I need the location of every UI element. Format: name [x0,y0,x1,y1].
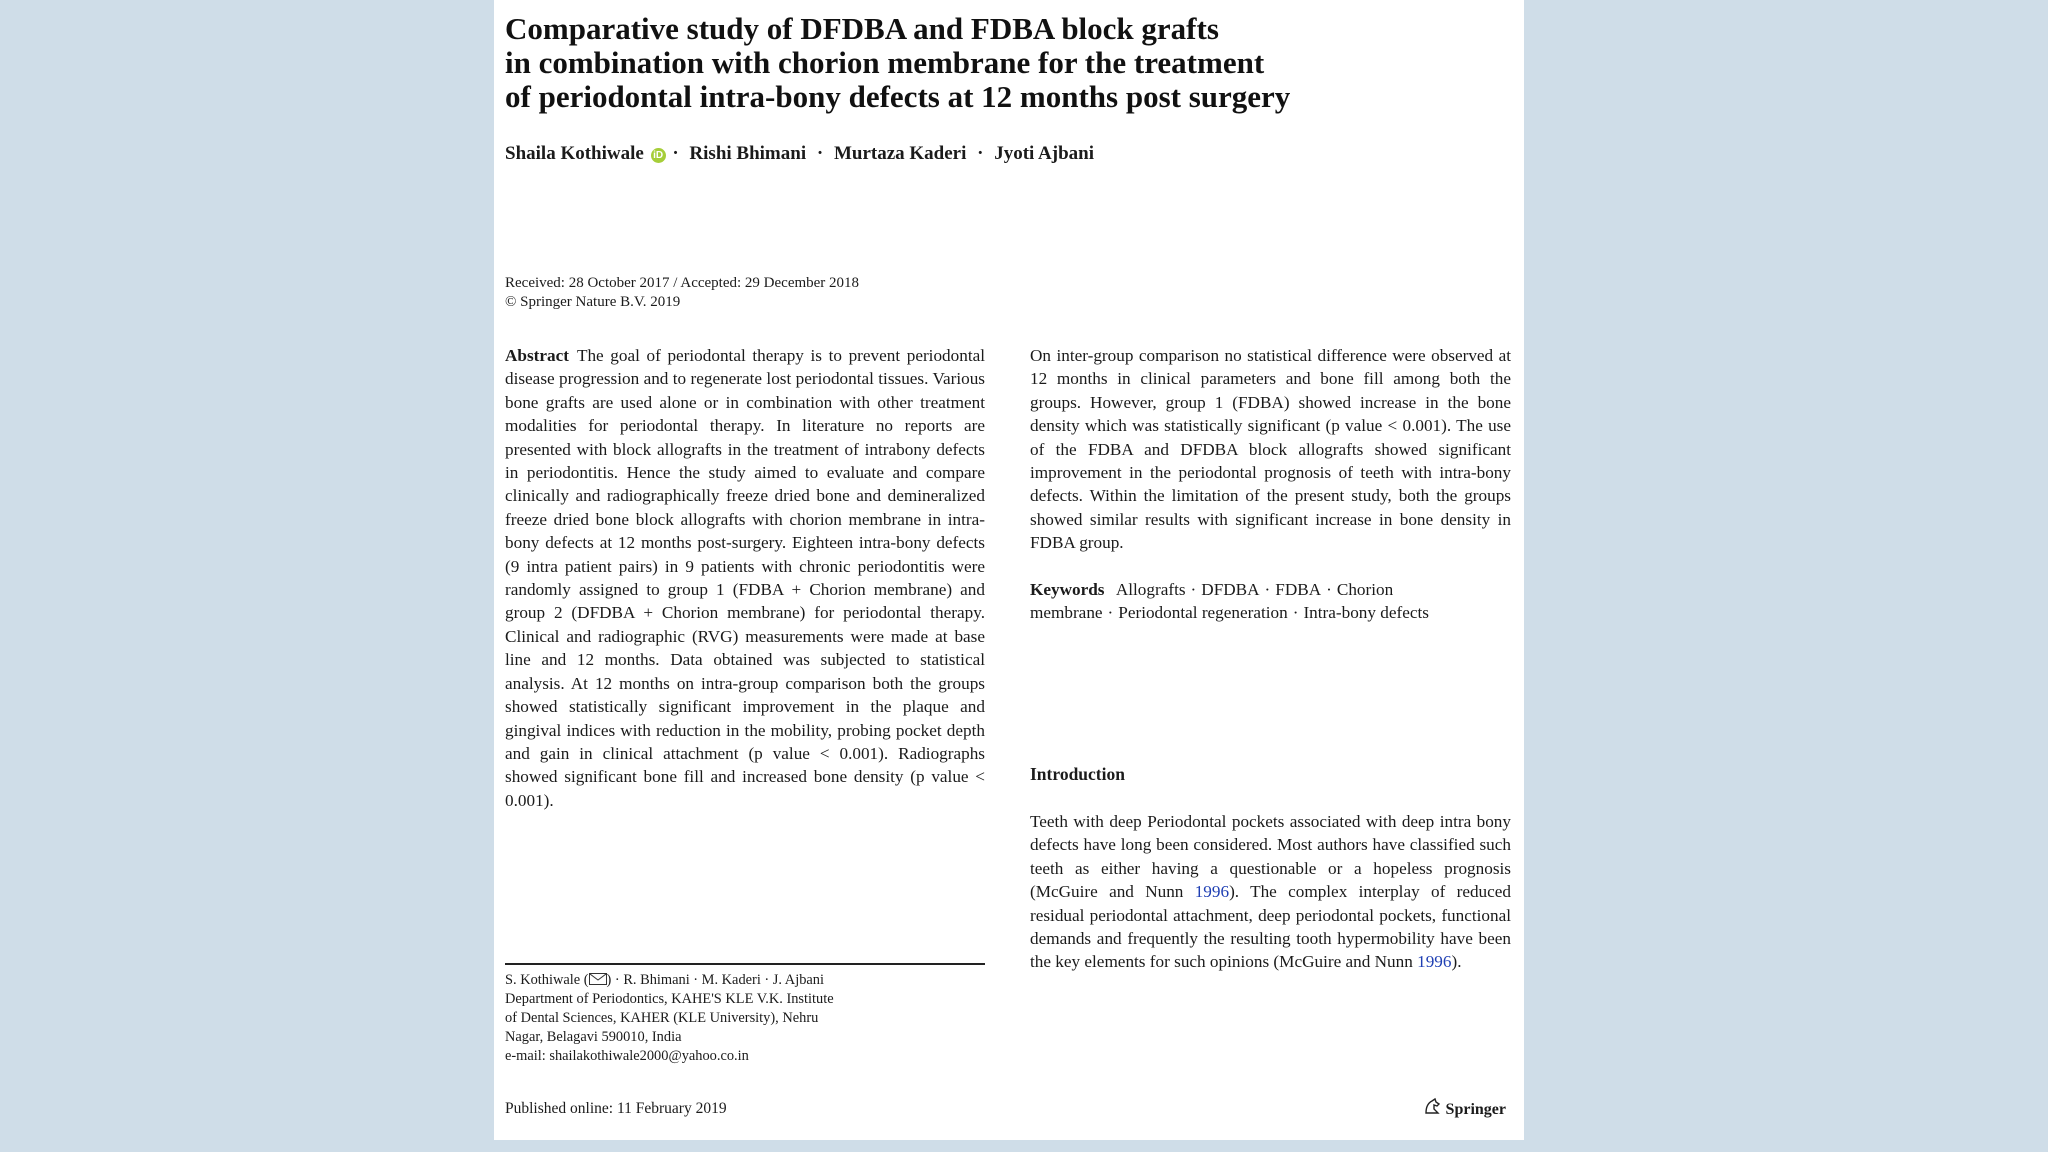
abstract-continued-column [1030,344,1511,624]
intro-text-part: ). The complex interplay of reduced residual periodontal attachment, deep periodontal pockets, functional demands and frequently the resulting tooth hypermobility have been the key elements for such opinions (McGuire and Nunn [1030,882,1511,972]
citation-link[interactable]: 1996 [1417,952,1452,972]
intro-text-part: Teeth with deep Periodontal pockets associated with deep intra bony defects have long been considered. Most authors have classified such teeth as either having a questionable or a hopeless prognosis (McGuire and Nunn [1030,812,1511,902]
received-accepted-line: Received: 28 October 2017 / Accepted: 29 December 2018 [505,275,860,291]
keyword: Allografts [1115,579,1186,599]
publication-dates [505,274,859,312]
keyword: Periodontal regeneration [1118,603,1288,623]
keyword-separator: · [1264,579,1271,599]
published-online: Published online: 11 February 2019 [505,1100,727,1117]
springer-horse-icon [1422,1097,1442,1117]
affiliation-authors [505,971,834,990]
keyword-separator: · [1107,603,1114,623]
author-name[interactable]: Jyoti Ajbani [994,143,1095,164]
email-line[interactable]: e-mail: shailakothiwale2000@yahoo.co.in [505,1048,749,1064]
publisher-logo [1422,1097,1506,1119]
keywords-block [1030,578,1511,625]
title-line: in combination with chorion membrane for the treatment [505,45,1265,80]
citation-link[interactable]: 1996 [1194,882,1230,902]
introduction-text [1030,810,1511,974]
author-separator: · [672,143,679,164]
footnote-rule [505,963,985,965]
author-list [505,143,1100,165]
paper-title [505,12,1505,114]
abstract-text: The goal of periodontal therapy is to prevent periodontal disease progression and to regenerate lost periodontal tissues. Various bone grafts are used alone or in combination with other treatment modalities for periodontal therapy. In literature no reports are presented with block allografts in the treatment of intrabony defects in periodontitis. Hence the study aimed to evaluate and compare clinically and radiographically freeze dried bone and demineralized freeze dried bone block allografts with chorion membrane in intra-bony defects at 12 months post-surgery. Eighteen intra-bony defects (9 intra patient pairs) in 9 patients with chronic periodontitis were randomly assigned to group 1 (FDBA + Chorion membrane) and group 2 (DFDBA + Chorion membrane) for periodontal therapy. Clinical and radiographic (RVG) measurements were made at base line and 12 months. Data obtained was subjected to statistical analysis. At 12 months on intra-group comparison both the groups showed statistically significant improvement in the plaque and gingival indices with reduction in the mobility, probing pocket depth and gain in clinical attachment (p value < 0.001). Radiographs showed significant bone fill and increased bone density (p value < 0.001). [505,346,985,810]
keyword: Intra-bony defects [1303,603,1429,623]
title-line: Comparative study of DFDBA and FDBA block grafts [505,11,1219,46]
affiliation-author-start: S. Kothiwale ( [505,972,589,988]
keyword-separator: · [1292,603,1299,623]
paper-page [494,0,1524,1140]
affiliation-author-end: ) · R. Bhimani · M. Kaderi · J. Ajbani [606,972,824,988]
affiliation-line: of Dental Sciences, KAHER (KLE University), Nehru [505,1010,819,1026]
intro-text-part: ). [1451,952,1462,972]
introduction-heading: Introduction [1030,764,1125,784]
keyword: DFDBA [1201,579,1260,599]
affiliation-line: Nagar, Belagavi 590010, India [505,1029,682,1045]
author-separator: · [816,143,824,164]
keyword: Chorion membrane [1030,579,1394,623]
orcid-icon[interactable]: iD [651,148,666,163]
author-name[interactable]: Murtaza Kaderi [833,143,967,164]
author-name[interactable]: Shaila Kothiwale [505,143,644,164]
keyword-separator: · [1326,579,1332,599]
publisher-name: Springer [1445,1101,1506,1118]
abstract-column [505,344,985,812]
keyword-separator: · [1190,579,1197,599]
affiliation-line: Department of Periodontics, KAHE'S KLE V.K. Institute [505,991,834,1007]
affiliation-footnote [505,971,834,1066]
author-separator: · [977,143,984,164]
copyright-line: © Springer Nature B.V. 2019 [505,294,681,310]
abstract-label: Abstract [505,346,569,365]
mail-icon[interactable] [589,973,607,985]
abstract-continued-text: On inter-group comparison no statistical difference were observed at 12 months in clinical parameters and bone fill among both the groups. However, group 1 (FDBA) showed increase in the bone density which was statistically significant (p value < 0.001). The use of the FDBA and DFDBA block allografts showed significant improvement in the periodontal prognosis of teeth with intra-bony defects. Within the limitation of the present study, both the groups showed similar results with significant increase in bone density in FDBA group. [1030,346,1511,553]
keywords-label: Keywords [1030,579,1105,599]
keyword: FDBA [1275,579,1322,599]
author-name[interactable]: Rishi Bhimani [689,143,807,164]
title-line: of periodontal intra-bony defects at 12 months post surgery [505,79,1291,114]
